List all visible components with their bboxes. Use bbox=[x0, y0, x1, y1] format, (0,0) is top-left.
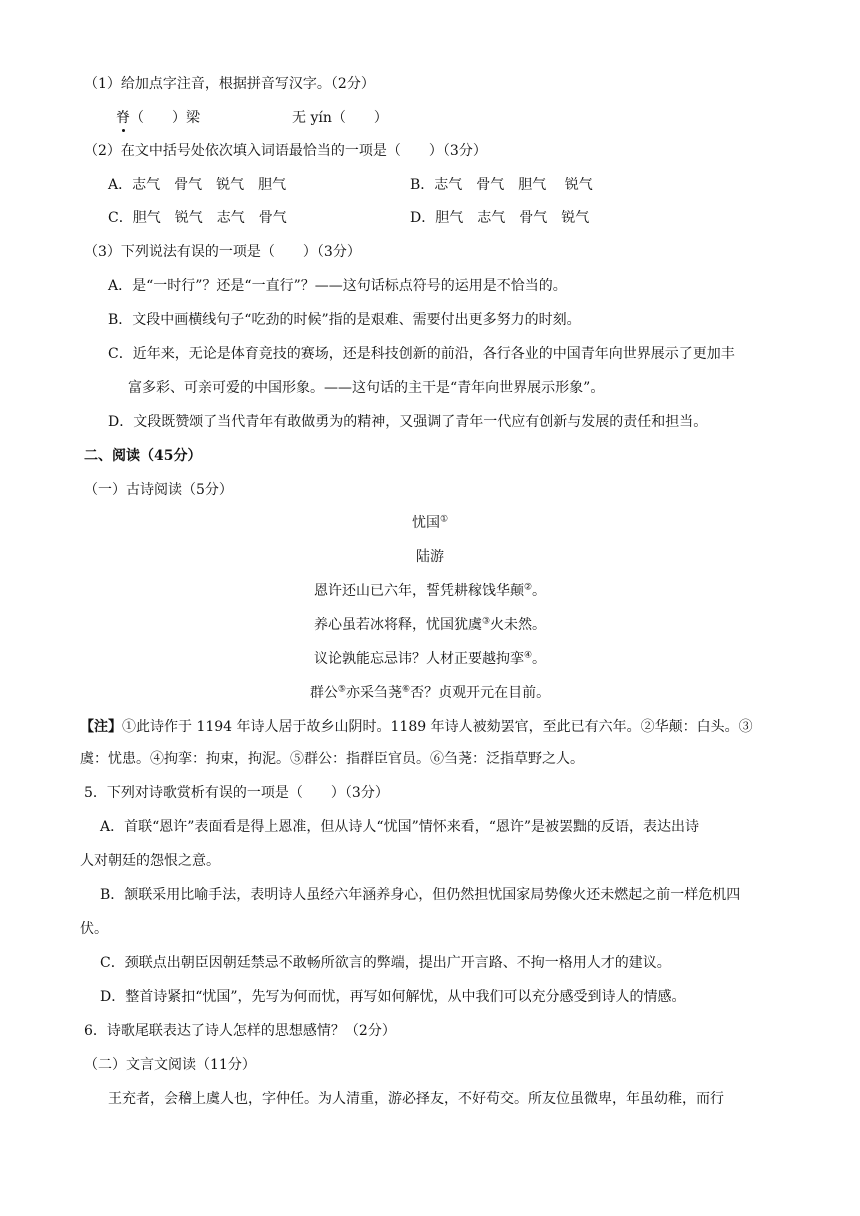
q5-option-b-cont: 伏。 bbox=[80, 921, 108, 937]
q2-stem: （2）在文中括号处依次填入词语最恰当的一项是（ ）（3分） bbox=[84, 143, 487, 159]
poem-line-1: 恩许还山已六年，誓凭耕稼饯华颠②。 bbox=[313, 582, 547, 599]
poem-notes-cont: 虞：忧患。④拘挛：拘束，拘泥。⑤群公：指群臣官员。⑥刍荛：泛指草野之人。 bbox=[80, 751, 584, 767]
poem-notes: 【注】①此诗作于 1194 年诗人居于故乡山阴时。1189 年诗人被劾罢官，至此已有六年。②华颠：白头。③ bbox=[80, 719, 753, 735]
q3-option-a: A．是“一时行”？还是“一直行”？——这句话标点符号的运用是不恰当的。 bbox=[108, 278, 567, 294]
poem-line-2: 养心虽若冰将释，忧国犹虞③火未然。 bbox=[313, 616, 547, 633]
q1-item-a: 脊（ ）梁 bbox=[116, 110, 200, 126]
classical-passage: 王充者，会稽上虞人也，字仲任。为人清重，游必择友，不好苟交。所友位虽微卑，年虽幼稚，而行 bbox=[108, 1091, 724, 1107]
q2-option-b: B．志气 骨气 胆气 锐气 bbox=[410, 177, 593, 193]
q2-option-d: D．胆气 志气 骨气 锐气 bbox=[410, 210, 590, 226]
q5-option-a: A．首联“恩许”表面看是得上恩准，但从诗人“忧国”情怀来看，“恩许”是被罢黜的反语，表达出诗 bbox=[100, 819, 700, 835]
q1-item-b: 无 yín（ ） bbox=[292, 110, 388, 126]
poem-line-3: 议论孰能忘忌讳？人材正要越拘挛④。 bbox=[313, 650, 547, 667]
q2-option-c: C．胆气 锐气 志气 骨气 bbox=[108, 210, 287, 226]
q3-option-d: D．文段既赞颂了当代青年有敢做勇为的精神，又强调了青年一代应有创新与发展的责任和担当。 bbox=[108, 414, 708, 430]
q2-option-a: A．志气 骨气 锐气 胆气 bbox=[108, 177, 287, 193]
q3-option-c: C．近年来，无论是体育竞技的赛场，还是科技创新的前沿，各行各业的中国青年向世界展示了更加丰 bbox=[108, 346, 735, 362]
section-heading: 二、阅读（45分） bbox=[84, 448, 202, 464]
subsection-classical: （二）文言文阅读（11分） bbox=[84, 1057, 256, 1073]
q5-stem: 5．下列对诗歌赏析有误的一项是（ ）（3分） bbox=[84, 785, 389, 801]
q1-dotted-char: 脊 bbox=[116, 110, 130, 126]
q3-option-c-cont: 富多彩、可亲可爱的中国形象。——这句话的主干是“青年向世界展示形象”。 bbox=[128, 380, 605, 396]
notes-label: 【注】 bbox=[80, 719, 122, 735]
q3-option-b: B．文段中画横线句子“吃劲的时候”指的是艰难、需要付出更多努力的时刻。 bbox=[108, 312, 581, 328]
q5-option-c: C．颈联点出朝臣因朝廷禁忌不敢畅所欲言的弊端，提出广开言路、不拘一格用人才的建议。 bbox=[100, 955, 671, 971]
poem-author: 陆游 bbox=[416, 549, 444, 565]
q5-option-d: D．整首诗紧扣“忧国”，先写为何而忧，再写如何解忧，从中我们可以充分感受到诗人的情感。 bbox=[100, 989, 686, 1005]
q5-option-a-cont: 人对朝廷的怨恨之意。 bbox=[80, 853, 220, 869]
q3-stem: （3）下列说法有误的一项是（ ）（3分） bbox=[84, 244, 361, 260]
poem-title: 忧国① bbox=[411, 514, 449, 531]
q5-option-b: B．颔联采用比喻手法，表明诗人虽经六年涵养身心，但仍然担忧国家局势像火还未燃起之前一样危机四 bbox=[100, 887, 741, 903]
poem-line-4: 群公⑤亦采刍荛⑥否？贞观开元在目前。 bbox=[309, 684, 551, 701]
subsection-poetry: （一）古诗阅读（5分） bbox=[84, 482, 233, 498]
q1-stem: （1）给加点字注音，根据拼音写汉字。（2分） bbox=[84, 76, 375, 92]
q6-stem: 6．诗歌尾联表达了诗人怎样的思想感情？（2分） bbox=[84, 1023, 396, 1039]
